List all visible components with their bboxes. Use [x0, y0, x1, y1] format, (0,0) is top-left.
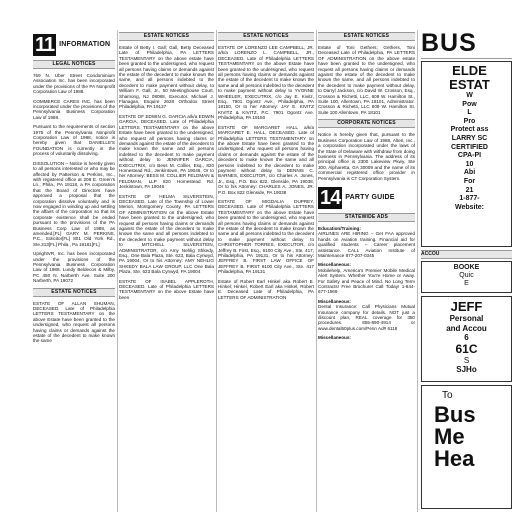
corporate-notice: Notice is hereby given that, pursuant to the Business Corporation Law of 1988, Alteri, Inc., a corporation incorporated under the laws of the State of Delaware with withdraw from doing business in Pennsylvania. The address of its principal office is 2300 Lakeview Pkwy, Ste 300, Alpharetta, GA 30009 and the name of its commercial registered office provider in Pennsylvania is CT Corporation System.	[318, 132, 415, 181]
legal-notice: 769 N. Uber Street Condominium Association Inc. has been incorporated under the provisions of the PA Nonprofit Corporation Law of 1988.	[33, 73, 115, 95]
health-ad	[421, 385, 512, 509]
estate-notice: ESTATE OF ALLAN SHUMAN, DECEASED. Late of Philadelphia LETTERS TESTAMENTARY on the above Estate have been granted to the undersigned, who request all persons having claims or demands against the estate of the decedent to make known the same	[33, 300, 115, 344]
ad-line: ELDE	[452, 63, 487, 78]
legal-notice: DISSOLUTION – Notice is hereby given to all persons interested or who may be affected by Patterson & Perkins, Inc., with registered office at 208 E. Green's Ln., Phila., PA 19118, a PA corporation that the Board of Directors have approved a proposal that the corporation dissolve voluntarily and is now engaged in winding up and settling the affairs of the corporation so that its corporate existence shall be ended pursuant to the provisions of the PA Business Corp Law of 1988, as amended.[FL] GARY M. PERKINS, P.C., Solicitor[FL] 801 Old York Rd., Ste.313[FL] Phila., Pa 19181[FL]	[33, 160, 115, 247]
ad-line: Website:	[454, 203, 485, 211]
classified-ad	[318, 262, 415, 294]
ad-line: 1-877-	[459, 195, 480, 203]
ad-line: LARRY SC	[451, 134, 488, 142]
estate-notices-header: ESTATE NOTICES	[119, 32, 214, 41]
classified-ad	[318, 226, 415, 258]
estate-notices-header: ESTATE NOTICES	[218, 32, 314, 41]
estate-notice: ESTATE OF ISABEL APPLEROTH, DECEASED. Late of Philadelphia LETTERS TESTAMENTARY on the above Estate have been	[119, 278, 214, 300]
party-guide-header	[318, 187, 415, 209]
ad-line: Hea	[434, 446, 475, 471]
ad-line: Quic	[459, 272, 474, 279]
ad-line: L	[467, 109, 472, 117]
ad-line: Bus	[434, 402, 476, 427]
classified-ad	[318, 335, 415, 340]
classified-category: Miscellaneous:	[318, 298, 351, 304]
party-label: PARTY GUIDE	[345, 194, 395, 202]
classified-text: AIRLINES ARE HIRING – Get FAA approved hands on Aviation training. Financial aid for qualified students – Career placement assistance. CALL Aviation Institute of Maintenance 877-207-0345	[318, 231, 415, 258]
estate-notice: ESTATE OF HELMA SILVERSTEIN, DECEASED. Late of the Township of Lower Merion, Montgomery County, PA LETTERS OF ADMINISTRATION on the above Estate have been granted to the undersigned, who request all persons having claims or demands against the estate of the decedent to make known the same and all persons indebted to the decedent to make payment without delay to MITCHELL SILVERSTEIN, ADMINISTRATOR, c/o Amy Nehlig Shkedy, Esq., One Bala Plaza, Ste. 623, Bala Cynwyd, PA 19004, Or to his Attorney: AMY NEHLIG SHKEDY BALA LAW GROUP, LLC One Bala Plaza, Ste. 623 Bala Cynwyd, PA 19004	[119, 193, 214, 275]
classified-text: Mobilehelp, America's Premier Mobile Medical Alert System. Whether You're Home or Away. For Safety and Peace of Mind. No Long Term Contracts! Free Brochure! Call Today! 1-844-677-1569	[318, 267, 415, 295]
classified-category: Miscellaneous:	[318, 335, 351, 341]
ad-line: JEFF	[450, 299, 483, 314]
column-estate-notices-3	[218, 30, 314, 512]
legal-notice: UprightVR, Inc. has been incorporated under the provisions of the Pennsylvania Business Corporation Law of 1988. Lundy Beldecos & Milby, PC 450 N. Narberth Ave. Suite 200 Narberth, PA 19072	[33, 251, 115, 284]
corporate-notices-header: CORPORATE NOTICES	[318, 119, 415, 128]
ad-line: Pro	[463, 117, 476, 125]
statewide-ads-header: STATEWIDE ADS	[318, 213, 415, 222]
ad-line: 61C	[455, 341, 478, 356]
elder-estate-ad	[421, 61, 512, 247]
ad-line: Personal	[449, 314, 484, 323]
legal-notice: COMMERCE CARES INC. has been incorporated under the provisions of the Pennsylvania Business Corporation Law of 1988.	[33, 98, 115, 120]
ad-line: ESTAT	[449, 77, 490, 92]
business-directory	[421, 30, 512, 512]
ad-line: 21	[465, 186, 474, 194]
column-estate-corporate	[318, 30, 415, 512]
column-legal-notices	[33, 0, 115, 512]
ad-line: To	[442, 390, 453, 401]
accounting-ad	[421, 296, 512, 382]
estate-notices-header: ESTATE NOTICES	[318, 32, 415, 41]
ad-line: Me	[434, 424, 465, 449]
classified-category: Miscellaneous:	[318, 262, 351, 268]
estate-notice: ESTATE OF MIGDALIA DUPREY, DECEASED. Late of Philadelphia LETTERS TESTAMENTARY on the above Estate have been granted to the undersigned, who request all persons having claims or demands against the estate of the decedent to make known the same and all persons indebted to the decedent to make payment without delay to CHRISTOPHER TORRES, EXECUTOR, c/o Jeffrey B. First, Esq., 6100 City Ave., Ste. 417, Philadelphia, PA 19131, Or to his Attorney: JEFFREY B. FIRST LAW OFFICE OF JEFFREY B. FIRST 6100 City Ave., Ste. 417 Philadelphia, PA 19131	[218, 198, 314, 275]
accounting-header: ACCOU	[421, 250, 512, 259]
classified-ad	[318, 299, 415, 331]
party-number: 14	[320, 186, 341, 209]
column-estate-notices-2	[119, 30, 214, 512]
ad-line: E	[464, 280, 469, 287]
ad-line: 6	[464, 333, 469, 342]
ad-line: Abi	[463, 169, 476, 177]
section-label: INFORMATION	[59, 41, 111, 49]
estate-notice: ESTATE OF LORENZO LEE CAMPBELL, JR. a/k/a LORENZO L. CAMPBELL, JR., DECEASED. Late of Philadelphia LETTERS TESTAMENTARY on the above Estate have been granted to the undersigned, who request all persons having claims or demands against the estate of the decedent to make known the same and all persons indebted to the decedent to make payment without delay to YVONNE WHEELER, EXECUTRIX, c/o Jay E. Kivitz, Esq., 7901 Ogontz Ave., Philadelphia, PA 19150, Or to her Attorney: JAY E. KIVITZ KIVITZ & KIVITZ, P.C. 7901 Ogontz Ave. Philadelphia, PA 19150	[218, 45, 314, 121]
estate-notice: Estate of Betty I. Gall; Gall, Betty Deceased Late of Philadelphia, PA LETTERS TESTAMENTARY on the above estate have been granted to the undersigned, who request all persons having claims or demands against the estate of the decedent to make known the same, and all persons indebted to the decedent to make payment without delay, to William F. Gall, Jr., 50 Meetinghouse Court, Shamong, NJ 08088, Executor. Michael J. Flanagan, Esquire 2628 Orthodox Street Philadelphia, PA 19137	[119, 45, 214, 110]
estate-notices-header: ESTATE NOTICES	[33, 288, 115, 297]
legal-notices-header: LEGAL NOTICES	[33, 60, 115, 69]
estate-notice: Estate of Toni Gethers; Gethers, Toni Deceased Late of Philadelphia, PA LETTERS OF ADMINISTRATION on the above estate have been granted to the undersigned, who request all persons having claims or demands against the estate of the decedent to make known the same, and all persons indebted to the decedent to make payment without delay, to Darryl Jackson, c/o David W. Crosson, Esq., Crosson & Richetti, LLC, 609 W. Hamilton St., Suite 100, Allentown, PA 18101, Administrator. Crosson & Richetti, LLC 609 W. Hamilton St. Suite 100 Allentown, PA 18101	[318, 45, 415, 115]
section-header	[33, 34, 115, 56]
ad-line: Pow	[462, 100, 477, 108]
ad-line: Protect ass	[450, 126, 489, 134]
bookkeeping-ad	[421, 261, 512, 293]
estate-notice: ESTATE OF EDWIN G. GARCIA a/k/a EDWIN GARCIA, DECEASED. Late of Philadelphia LETTERS TESTAMENTARY on the above Estate have been granted to the undersigned, who request all persons having claims or demands against the estate of the decedent to make known the same and all persons indebted to the decedent to make payment without delay to JENNIFER GARCIA, EXECUTRIX, c/o Bess M. Collier, Esq., 820 Homestead Rd., Jenkintown, PA 19046, Or to her Attorney: BESS M. COLLIER FELDMAN & FELDMAN, LLP 820 Homestead Rd. Jenkintown, PA 19046	[119, 113, 214, 190]
business-title: BUS	[421, 30, 477, 57]
ad-line: W	[466, 92, 473, 99]
legal-notice: Pursuant to the requirements of section 1975 of the Pennsylvania Nonprofit Corporation Law of 1988, notice is hereby given that DANIELLE'S FOUNDATION is currently in the process of voluntarily dissolving.	[33, 124, 115, 157]
ad-line: S	[463, 355, 470, 365]
ad-line: CPA-PI	[457, 152, 482, 160]
ad-line: CERTIFIED	[451, 143, 488, 151]
estate-notice: ESTATE OF MARGARET HALL a/k/a MARGARET E. HALL, DECEASED. Late of Philadelphia LETTERS TESTAMENTARY on the above Estate have been granted to the undersigned, who request all persons having claims or demands against the estate of the decedent to make known the same and all persons indebted to the decedent to make payment without delay to DENNIS C. BARNES, EXECUTOR, c/o Charles A. Jones, Jr., Esq., P.O. Box 822, Glenside, PA 19038, Or to his Attorney: CHARLES A. JONES, JR. P.O. Box 822 Glenside, PA 19038	[218, 124, 314, 195]
classified-text: Dental Insurance: Call Physicians Mutual Insurance company for details. NOT just a discount plan, REAL coverage for 350 procedures. 855-890-4914 or www.dental50plus.com/Penn Ad# 6118	[318, 304, 415, 331]
classified-category: Education/Training:	[318, 225, 361, 231]
ad-line: SJHo	[456, 365, 477, 374]
section-number: 11	[35, 34, 55, 56]
ad-line: 10	[465, 160, 474, 168]
ad-line: For	[463, 177, 476, 185]
estate-notice: Estate of Robert Earl Hinkel aka Robert E. Hinkel; Hinkel, Robert Earl aka Hinkel, Robert E. Deceased Late of Philadelphia, PA LETTERS OF ADMINISTRATION	[218, 278, 314, 300]
ad-line: BOOKE	[453, 264, 480, 271]
ad-line: and Accou	[446, 323, 487, 333]
